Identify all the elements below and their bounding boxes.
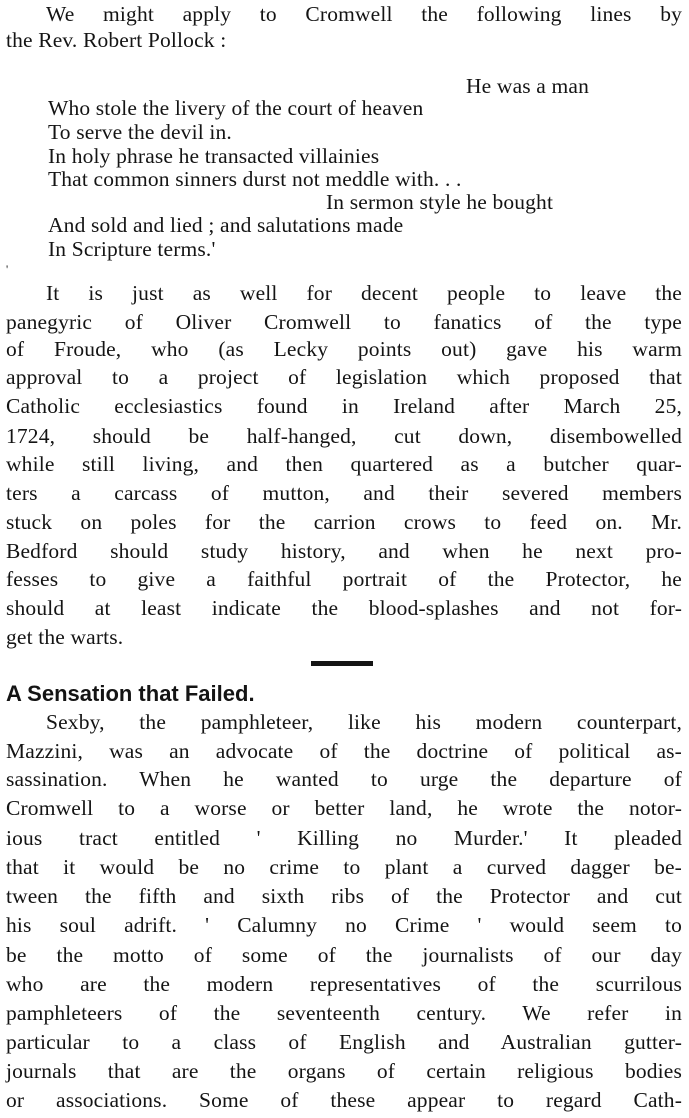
paragraph-line: ters a carcass of mutton, and their severed members [6, 481, 682, 505]
intro-line: We might apply to Cromwell the following lines by [46, 2, 682, 26]
paragraph-line: 1724, should be half-hanged, cut down, disembowelled [6, 424, 682, 448]
poem-line: He was a man [466, 74, 589, 98]
paragraph-line: ious tract entitled ' Killing no Murder.' It pleaded [6, 826, 682, 850]
intro-line: the Rev. Robert Pollock : [6, 28, 227, 52]
poem-line: That common sinners durst not meddle with. . . [48, 167, 462, 191]
paragraph-line: of Froude, who (as Lecky points out) gave his warm [6, 337, 682, 361]
paragraph-line: while still living, and then quartered as a butcher quar- [6, 452, 682, 476]
paragraph-line: Cromwell to a worse or better land, he wrote the notor- [6, 796, 682, 820]
poem-line: In holy phrase he transacted villainies [48, 144, 380, 168]
paragraph-line: who are the modern representatives of the scurrilous [6, 972, 682, 996]
paragraph-line: his soul adrift. ' Calumny no Crime ' would seem to [6, 913, 682, 937]
paragraph-line: stuck on poles for the carrion crows to feed on. Mr. [6, 510, 682, 534]
stray-mark: ' [6, 262, 9, 276]
paragraph-line: fesses to give a faithful portrait of the Protector, he [6, 567, 682, 591]
section-divider [311, 661, 373, 666]
paragraph-line: pamphleteers of the seventeenth century. We refer in [6, 1001, 682, 1025]
paragraph-line: sassination. When he wanted to urge the departure of [6, 767, 682, 791]
paragraph-line: journals that are the organs of certain religious bodies [6, 1059, 682, 1083]
paragraph-line: Bedford should study history, and when he next pro- [6, 539, 682, 563]
paragraph-line: that it would be no crime to plant a curved dagger be- [6, 855, 682, 879]
paragraph-line: should at least indicate the blood-splashes and not for- [6, 596, 682, 620]
paragraph-line: tween the fifth and sixth ribs of the Protector and cut [6, 884, 682, 908]
paragraph-line: It is just as well for decent people to leave the [46, 281, 682, 305]
poem-line: In Scripture terms.' [48, 237, 216, 261]
section-heading: A Sensation that Failed. [6, 681, 255, 706]
paragraph-line: approval to a project of legislation which proposed that [6, 365, 682, 389]
paragraph-line: Catholic ecclesiastics found in Ireland after March 25, [6, 394, 682, 418]
paragraph-line: be the motto of some of the journalists of our day [6, 943, 682, 967]
paragraph-line: or associations. Some of these appear to regard Cath- [6, 1088, 682, 1112]
poem-line: To serve the devil in. [48, 120, 232, 144]
paragraph-line: get the warts. [6, 625, 124, 649]
poem-line: In sermon style he bought [326, 190, 554, 214]
poem-line: And sold and lied ; and salutations made [48, 213, 404, 237]
poem-line: Who stole the livery of the court of heaven [48, 96, 424, 120]
paragraph-line: particular to a class of English and Australian gutter- [6, 1030, 682, 1054]
paragraph-line: panegyric of Oliver Cromwell to fanatics of the type [6, 310, 682, 334]
paragraph-line: Mazzini, was an advocate of the doctrine of political as- [6, 739, 682, 763]
paragraph-line: Sexby, the pamphleteer, like his modern counterpart, [46, 710, 682, 734]
